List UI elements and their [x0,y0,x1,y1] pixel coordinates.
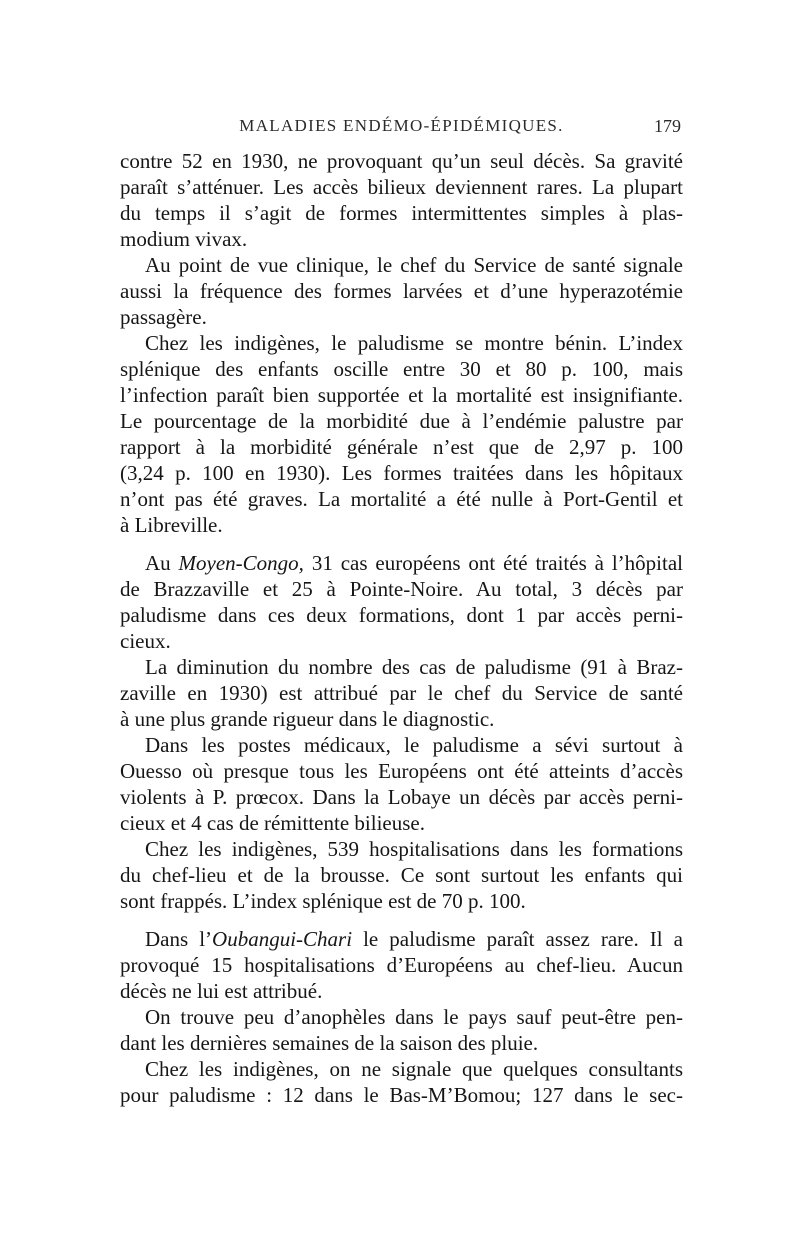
text-line: La diminution du nombre des cas de paludisme (91 à Braz- [145,655,683,679]
text-line: passagère. [120,305,207,329]
text-line: du chef-lieu et de la brousse. Ce sont surtout les enfants qui [120,863,683,887]
text-line: Le pourcentage de la morbidité due à l’endémie palustre par [120,409,683,433]
text-line: décès ne lui est attribué. [120,979,323,1003]
text-line: aussi la fréquence des formes larvées et d’une hyperazotémie [120,279,683,303]
text-line-with-italic: Dans l’Oubangui-Chari le paludisme paraît assez rare. Il a [145,927,683,951]
text-line: Chez les indigènes, le paludisme se montre bénin. L’index [145,331,683,355]
paragraph [120,330,683,538]
text-line: splénique des enfants oscille entre 30 et 80 p. 100, mais [120,357,683,381]
page-number: 179 [654,116,681,136]
text-line: l’infection paraît bien supportée et la mortalité est insignifiante. [120,383,683,407]
paragraph [120,148,683,252]
paragraph [120,732,683,836]
text-line: Chez les indigènes, 539 hospitalisations dans les formations [145,837,683,861]
paragraph [120,252,683,330]
text-line: paludisme dans ces deux formations, dont 1 par accès perni- [120,603,683,627]
text-line: contre 52 en 1930, ne provoquant qu’un seul décès. Sa gravité [120,149,683,173]
text-line: à Libreville. [120,513,223,537]
text-line: Au point de vue clinique, le chef du Service de santé signale [145,253,683,277]
paragraph [120,1004,683,1056]
paragraph [120,550,683,654]
paragraph [120,836,683,914]
running-head [120,112,683,140]
text-line: sont frappés. L’index splénique est de 70 p. 100. [120,889,526,913]
text-line: rapport à la morbidité générale n’est que de 2,97 p. 100 [120,435,683,459]
italic-place-name: Moyen-Congo, [178,551,304,575]
text-line: Ouesso où presque tous les Européens ont été atteints d’accès [120,759,683,783]
text-line: à une plus grande rigueur dans le diagnostic. [120,707,495,731]
text-line: modium vivax. [120,227,248,251]
body-text [120,148,683,1108]
text-line: de Brazzaville et 25 à Pointe-Noire. Au total, 3 décès par [120,577,683,601]
running-title: MALADIES ENDÉMO-ÉPIDÉMIQUES. [239,116,564,135]
text-line: n’ont pas été graves. La mortalité a été nulle à Port-Gentil et [120,487,683,511]
text-line: paraît s’atténuer. Les accès bilieux deviennent rares. La plupart [120,175,683,199]
text-line-with-italic: Au Moyen-Congo, 31 cas européens ont été traités à l’hôpital [145,551,683,575]
text-line: Chez les indigènes, on ne signale que quelques consultants [145,1057,683,1081]
paragraph [120,926,683,1004]
text-line: pour paludisme : 12 dans le Bas-M’Bomou; 127 dans le sec- [120,1083,683,1107]
paragraph [120,654,683,732]
text-line: violents à P. prœcox. Dans la Lobaye un décès par accès perni- [120,785,683,809]
text-line: du temps il s’agit de formes intermittentes simples à plas- [120,201,683,225]
text-line: zaville en 1930) est attribué par le chef du Service de santé [120,681,683,705]
text-line: cieux et 4 cas de rémittente bilieuse. [120,811,425,835]
text-line: On trouve peu d’anophèles dans le pays sauf peut-être pen- [145,1005,683,1029]
text-line: (3,24 p. 100 en 1930). Les formes traitées dans les hôpitaux [120,461,683,485]
paragraph [120,1056,683,1108]
text-line: Dans les postes médicaux, le paludisme a sévi surtout à [145,733,683,757]
text-line: dant les dernières semaines de la saison des pluie. [120,1031,539,1055]
text-line: provoqué 15 hospitalisations d’Européens au chef-lieu. Aucun [120,953,683,977]
italic-place-name: Oubangui-Chari [212,927,353,951]
text-line: cieux. [120,629,171,653]
